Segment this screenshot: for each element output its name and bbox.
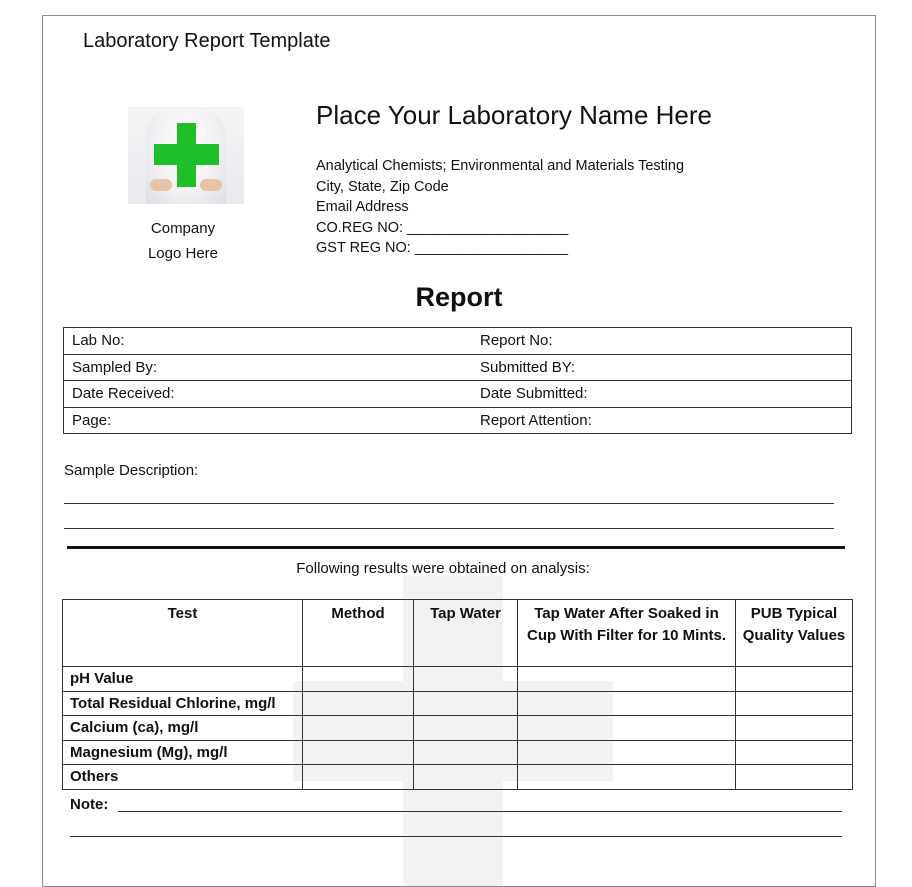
result-cell[interactable] — [736, 765, 853, 790]
result-cell[interactable] — [518, 740, 736, 765]
info-cell[interactable]: Sampled By: — [64, 354, 473, 381]
column-header: Tap Water — [414, 600, 518, 667]
company-logo-image — [128, 107, 244, 204]
result-cell[interactable] — [736, 691, 853, 716]
test-name: Total Residual Chlorine, mg/l — [63, 691, 303, 716]
table-row — [64, 354, 852, 381]
report-info-table — [63, 327, 852, 434]
info-cell[interactable]: Submitted BY: — [472, 354, 852, 381]
column-header: Test — [63, 600, 303, 667]
result-cell[interactable] — [414, 667, 518, 692]
column-header: Method — [303, 600, 414, 667]
test-name: Others — [63, 765, 303, 790]
info-cell[interactable]: Report No: — [472, 328, 852, 355]
result-cell[interactable] — [303, 765, 414, 790]
info-cell[interactable]: Page: — [64, 407, 473, 434]
logo-caption — [123, 216, 243, 266]
test-name: Magnesium (Mg), mg/l — [63, 740, 303, 765]
results-intro: Following results were obtained on analysis: — [296, 560, 590, 577]
table-row — [63, 765, 853, 790]
result-cell[interactable] — [303, 667, 414, 692]
laboratory-name: Place Your Laboratory Name Here — [316, 100, 713, 130]
gst-reg-number: GST REG NO: ___________________ — [316, 240, 569, 256]
column-header: PUB Typical Quality Values — [736, 600, 853, 667]
table-row — [64, 381, 852, 408]
lab-description: Analytical Chemists; Environmental and Materials Testing — [316, 158, 685, 174]
lab-email: Email Address — [316, 199, 409, 215]
result-cell[interactable] — [303, 740, 414, 765]
result-cell[interactable] — [414, 740, 518, 765]
report-page — [42, 15, 876, 887]
note-line[interactable] — [70, 836, 842, 837]
table-row — [63, 740, 853, 765]
info-cell[interactable]: Lab No: — [64, 328, 473, 355]
test-name: pH Value — [63, 667, 303, 692]
result-cell[interactable] — [518, 716, 736, 741]
result-cell[interactable] — [518, 691, 736, 716]
co-reg-number: CO.REG NO: ____________________ — [316, 219, 569, 236]
logo-caption-line1: Company — [150, 220, 216, 237]
result-cell[interactable] — [414, 716, 518, 741]
table-row — [63, 716, 853, 741]
info-cell[interactable]: Report Attention: — [472, 407, 852, 434]
result-cell[interactable] — [518, 765, 736, 790]
section-divider — [67, 546, 845, 549]
result-cell[interactable] — [414, 765, 518, 790]
result-cell[interactable] — [303, 716, 414, 741]
result-cell[interactable] — [736, 667, 853, 692]
table-row — [64, 407, 852, 434]
result-cell[interactable] — [414, 691, 518, 716]
laboratory-info — [316, 156, 684, 259]
table-header-row — [63, 600, 853, 667]
lab-city-state-zip: City, State, Zip Code — [316, 178, 449, 195]
result-cell[interactable] — [736, 716, 853, 741]
sample-description-line[interactable] — [64, 528, 834, 529]
logo-caption-line2: Logo Here — [147, 245, 219, 262]
sample-description-label: Sample Description: — [64, 462, 199, 479]
result-cell[interactable] — [736, 740, 853, 765]
table-row — [64, 328, 852, 355]
column-header: Tap Water After Soaked in Cup With Filter for 10 Mints. — [518, 600, 736, 667]
note-label: Note: — [70, 796, 109, 813]
sample-description-line[interactable] — [64, 503, 834, 504]
info-cell[interactable]: Date Submitted: — [472, 381, 852, 408]
info-cell[interactable]: Date Received: — [64, 381, 473, 408]
result-cell[interactable] — [518, 667, 736, 692]
result-cell[interactable] — [303, 691, 414, 716]
table-row — [63, 691, 853, 716]
results-table — [62, 599, 853, 790]
document-title: Laboratory Report Template — [83, 30, 331, 52]
report-heading: Report — [415, 282, 503, 312]
note-line[interactable] — [118, 811, 842, 812]
test-name: Calcium (ca), mg/l — [63, 716, 303, 741]
table-row — [63, 667, 853, 692]
